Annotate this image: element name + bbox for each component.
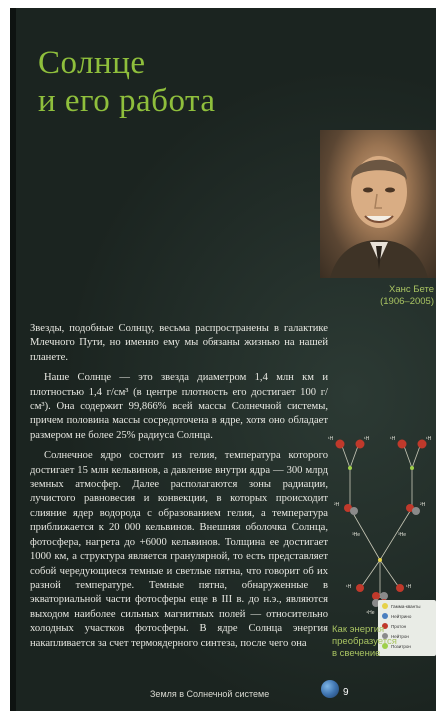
gamma-icon [382, 603, 388, 609]
title-line-2: и его работа [38, 83, 216, 119]
page-title [38, 44, 216, 120]
paragraph-3: Солнечное ядро состоит из гелия, температура которого достигает 15 млн кельвинов, а давление внутри ядра — 300 млрд земных атмосфер. Далее располагаются зоны радиации, лучистого равновесия и конвекции, в которых происходит слияние ядер водорода с образованием гелия, а температура приближается к 20 000 кельвинов. Внешняя оболочка Солнца, фотосфера, нагрета до +6000 кельвинов. Толщина ее достигает 1000 км, а структура является гранулярной, то есть представляет собой чередующиеся темные и светлые пятна, что говорит об их разной температуре. Темные пятна, обнаруженные в экваториальной части фотосферы еще в III в. до н.э., являются выходом наиболее сильных магнитных полей — относительно холодных участков фотосферы. В ядре Солнца энергия накапливается за счет термоядерного синтеза, после чего она [30, 450, 328, 649]
caption-years: (1906–2005) [380, 296, 434, 307]
neutrino-icon [382, 613, 388, 619]
portrait-caption [326, 284, 434, 308]
note-line-1: Как энергия [332, 624, 385, 635]
legend-neutron-label: Нейтрон [391, 633, 409, 639]
legend-proton-label: Протон [391, 623, 407, 629]
legend-gamma-label: Гамма-кванты [391, 603, 421, 609]
label-h1-a: ¹H [328, 436, 334, 442]
diagram-note [332, 624, 432, 660]
label-h1-c: ¹H [390, 436, 396, 442]
legend-neutrino [382, 613, 411, 619]
note-line-2: преобразуется [332, 636, 397, 647]
label-h2-b: ²H [420, 502, 426, 508]
caption-name: Ханс Бете [389, 284, 434, 295]
page-number: 9 [343, 687, 349, 698]
legend-gamma [382, 603, 420, 609]
label-h1-f: ¹H [406, 584, 412, 590]
legend-positron-label: Позитрон [391, 643, 411, 649]
label-he3-a: ³He [352, 532, 361, 538]
paragraph-2: Наше Солнце — это звезда диаметром 1,4 млн км и плотностью 1,4 г/см³ (в центре плотность его достигает 100 г/см³). Она содержит 99,866% всей массы Солнечной системы, причем половина массы сосредоточена в ядре, хотя оно обладает размером не более 25% радиуса Солнца. [30, 372, 328, 441]
book-page [10, 8, 436, 711]
label-he4: ⁴He [366, 610, 375, 616]
portrait-illustration [320, 130, 436, 278]
running-footer: Земля в Солнечной системе [150, 689, 270, 699]
label-he3-b: ³He [398, 532, 407, 538]
note-line-3: в свечение [332, 648, 381, 659]
proton-proton-chain-diagram [322, 428, 436, 618]
earth-icon [321, 680, 339, 698]
legend-neutrino-label: Нейтрино [391, 613, 412, 619]
paragraph-1: Звезды, подобные Солнцу, весьма распространены в галактике Млечного Пути, но именно ему мы обязаны жизнью на нашей планете. [30, 323, 328, 363]
label-h1-b: ¹H [364, 436, 370, 442]
title-line-1: Солнце [38, 45, 146, 81]
label-h1-e: ¹H [346, 584, 352, 590]
page-binding-edge [10, 8, 16, 711]
article-body [30, 322, 328, 657]
reaction-lines [342, 446, 420, 598]
hans-bethe-portrait [320, 130, 436, 278]
label-h2-a: ²H [334, 502, 340, 508]
label-h1-d: ¹H [426, 436, 432, 442]
